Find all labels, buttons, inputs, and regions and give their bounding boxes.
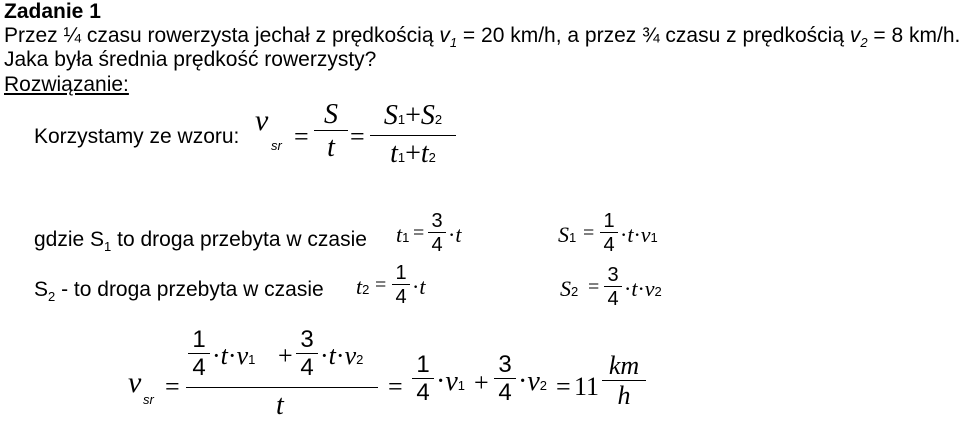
sub-1: 1 [248, 352, 256, 367]
s-letter: S [420, 100, 435, 131]
fraction-s-over-t [314, 100, 348, 165]
sub-1: 1 [569, 230, 577, 245]
t-times [412, 274, 425, 300]
statement-text-c: = 8 km/h. [867, 24, 960, 47]
result-value: 11 [574, 372, 600, 401]
sub-1: 1 [397, 112, 406, 127]
dot: · [624, 276, 632, 301]
equals-sign: = [413, 222, 425, 244]
subscript-1: 1 [449, 35, 458, 51]
problem-statement-line-2: Jaka była średnia prędkość rowerzysty? [4, 48, 377, 71]
fraction-1-4 [412, 352, 434, 407]
plus-sign: + [405, 138, 421, 169]
dot-v1 [436, 366, 465, 398]
v-letter: v [128, 366, 142, 399]
sub-1: 1 [397, 150, 406, 165]
denominator-t: t [327, 132, 335, 163]
denominator: 4 [395, 286, 407, 308]
denominator-t1-plus-t2 [390, 136, 436, 175]
denominator: 4 [192, 354, 206, 381]
sr-subscript: sr [271, 138, 282, 153]
t-v2-product [624, 276, 662, 302]
t-letter: t [455, 222, 462, 247]
dot: · [320, 341, 329, 370]
statement-text-b: = 20 km/h, a przez ¾ czasu z prędkością [457, 24, 850, 47]
equals-sign: = [388, 372, 403, 401]
dot: · [227, 341, 237, 370]
numerator-s1-plus-s2 [384, 100, 442, 135]
v-sr-symbol [255, 104, 268, 138]
denominator: 4 [431, 234, 443, 256]
s-letter: S [558, 222, 569, 247]
plus-sign: + [405, 100, 421, 131]
equals-sign: = [583, 222, 595, 244]
numerator: 3 [607, 264, 619, 286]
sub-1: 1 [650, 230, 658, 245]
t-letter: t [220, 341, 228, 370]
solution-label: Rozwiązanie: [4, 73, 129, 96]
def-text: to droga przebyta w czasie [111, 228, 367, 251]
numerator: 3 [431, 210, 443, 232]
t-v1-product [620, 222, 658, 248]
v-letter: v [236, 341, 249, 370]
unit-numerator: km [608, 351, 640, 380]
equals-sign: = [375, 274, 387, 296]
t-letter: t [396, 222, 403, 247]
dot: · [412, 274, 420, 299]
t-times [448, 222, 461, 248]
dot: · [448, 222, 456, 247]
t-letter: t [356, 274, 363, 299]
denominator: 4 [416, 379, 430, 406]
denominator: 4 [498, 379, 512, 406]
fraction-3-4 [604, 264, 622, 311]
sub-1: 1 [402, 230, 410, 245]
t-letter: t [631, 276, 638, 301]
equals-sign: = [165, 372, 180, 401]
sr-subscript: sr [143, 392, 154, 407]
t2-symbol [356, 274, 369, 300]
sub-2: 2 [539, 378, 547, 393]
unit-denominator: h [617, 381, 631, 410]
dot: · [633, 222, 641, 247]
s-letter: S [383, 100, 398, 131]
numerator: 3 [300, 326, 314, 353]
equals-sign: = [294, 122, 309, 151]
t-letter: t [627, 222, 634, 247]
subscript-2: 2 [860, 35, 868, 51]
fraction-3-4 [428, 210, 446, 257]
numerator: 1 [603, 210, 615, 232]
fraction-1-4 [600, 210, 618, 257]
equals-sign: = [350, 122, 365, 151]
dot: · [620, 222, 628, 247]
dot: · [518, 366, 528, 397]
denominator: 4 [607, 288, 619, 310]
t1-symbol [396, 222, 409, 248]
v-letter: v [445, 366, 458, 397]
t-letter: t [390, 138, 398, 169]
t-letter: t [419, 274, 426, 299]
fraction-sum [370, 100, 456, 175]
v-letter: v [640, 222, 651, 247]
t-letter: t [420, 138, 429, 169]
s-letter: S [560, 276, 571, 301]
definition-s1 [34, 228, 367, 259]
v-symbol: v [849, 24, 861, 47]
sub-2: 2 [571, 284, 579, 299]
numerator: 1 [395, 262, 407, 284]
denominator: 4 [300, 354, 314, 381]
sub-1: 1 [457, 378, 465, 393]
def-text: gdzie S [34, 228, 105, 251]
fraction-3-4 [494, 352, 516, 407]
t-letter: t [328, 341, 336, 370]
numerator-s: S [324, 99, 338, 130]
equals-sign: = [588, 276, 600, 298]
s2-symbol [560, 276, 578, 302]
sub-2: 2 [428, 150, 436, 165]
definition-s2 [34, 278, 324, 309]
v-sr-final [128, 366, 141, 400]
problem-title: Zadanie 1 [4, 0, 101, 23]
dot-v2 [518, 366, 547, 398]
fraction-1-4 [392, 262, 410, 309]
plus-sign: + [474, 368, 489, 397]
sub-2: 2 [48, 289, 56, 305]
fraction-1-4 [188, 327, 210, 382]
dot: · [212, 341, 221, 370]
numerator: 3 [498, 351, 512, 378]
denominator: 4 [603, 234, 615, 256]
sub-2: 2 [356, 352, 364, 367]
v-letter: v [644, 276, 655, 301]
v-letter: v [255, 104, 269, 137]
dot: · [637, 276, 645, 301]
v-letter: v [344, 341, 357, 370]
equals-sign: = [556, 372, 571, 401]
fraction-3-4 [296, 327, 318, 382]
dot: · [335, 341, 345, 370]
sub-2: 2 [434, 112, 443, 127]
s1-symbol [558, 222, 576, 248]
sub-2: 2 [654, 284, 662, 299]
numerator: 1 [416, 351, 430, 378]
numerator: 1 [192, 326, 206, 353]
v-symbol: v [439, 24, 450, 47]
statement-text-a: Przez ¼ czasu rowerzysta jechał z prędkością [4, 24, 440, 47]
big-fraction-denominator: t [276, 390, 284, 421]
def-text: S [34, 278, 49, 301]
sub-1: 1 [104, 239, 112, 255]
plus-sign: + [278, 341, 293, 370]
t-v1-product [212, 341, 255, 371]
sub-2: 2 [362, 282, 370, 297]
big-fraction-numerator [188, 325, 374, 387]
big-fraction-bar [186, 387, 378, 388]
t-v2-product [320, 341, 363, 371]
dot: · [436, 366, 446, 397]
formula-intro: Korzystamy ze wzoru: [34, 125, 240, 148]
def-text: - to droga przebyta w czasie [55, 278, 324, 301]
v-letter: v [527, 366, 540, 397]
unit-km-per-h [602, 352, 646, 411]
